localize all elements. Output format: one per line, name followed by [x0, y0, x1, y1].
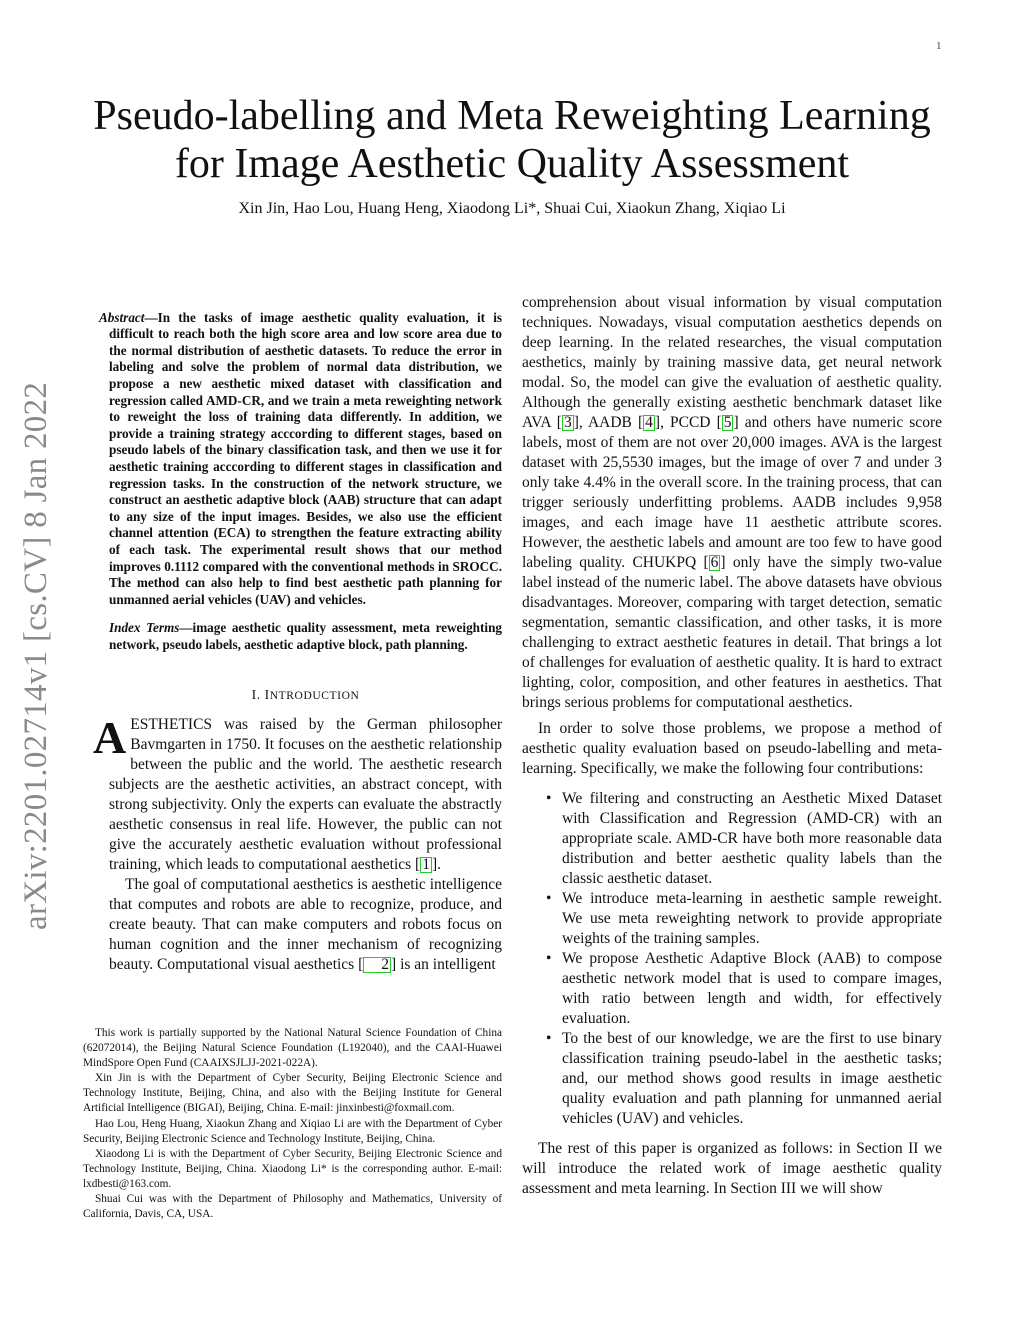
- right-column: [522, 293, 942, 1199]
- intro-paragraph-2: The goal of computational aesthetics is aesthetic intelligence that computes and robots are able to recognize, produce, and create beauty. That can make computers and robots focus on human cognition and the inner mechanism of recognizing beauty. Computational visual aesthetics [ 2 ] is an intelligent: [109, 876, 502, 974]
- intro-paragraph-3: In order to solve those problems, we propose a method of aesthetic quality evaluation based on pseudo-labelling and meta-learning. Specifically, we make the following four contributions:: [522, 720, 942, 777]
- citation-link-6[interactable]: 6: [710, 554, 719, 571]
- title-line-1: Pseudo-labelling and Meta Reweighting Learning: [93, 93, 931, 139]
- intro-paragraph-2-continued: comprehension about visual information by visual computation techniques. Nowadays, visual computation aesthetics depends on deep learning. In the related researches, the visual computation aesthetics, mainly by training massive data, get neural network modal. So, the model can give the evaluation of aesthetic quality. Although the generally existing aesthetic benchmark dataset like AVA [ 3 ], AADB [ 4 ], PCCD [ 5 ] and others have numeric score labels, most of them are not over 20,000 images. AVA is the largest dataset with 25,5530 images, but the image of over 7 and under 3 only take 4.4% in the overall score. In the training process, that can trigger seriously underfitting problems. AADB includes 9,958 images, and each image have 11 aesthetic attribute scores. However, the aesthetic labels and amount are too few to have good labeling quality. CHUKPQ [ 6 ] only have the simply two-value label instead of the numeric label. The above datasets have obvious disadvantages. Moreover, comparing with target detection, sematic segmentation, semantic classification, and other tasks, it is more challenging to extract aesthetic features in detail. That brings a lot of challenges for evaluation of aesthetic quality. It is hard to extract lighting, color, composition, and other features in aesthetics. That brings serious problems for computational aesthetics.: [522, 294, 942, 711]
- index-terms-label: Index Terms: [109, 620, 180, 636]
- section-heading-introduction: I. INTRODUCTION: [251, 687, 360, 703]
- contribution-item: • We introduce meta-learning in aesthetic sample reweight. We use meta reweighting network to provide appropriate weights of the training samples.: [522, 889, 942, 949]
- citation-link-1[interactable]: 1: [422, 856, 430, 874]
- intro-paragraph-4: The rest of this paper is organized as follows: in Section II we will introduce the related work of image aesthetic quality assessment and meta learning. In Section III we will show: [522, 1140, 942, 1197]
- footnote-author-affiliation: Shuai Cui was with the Department of Philosophy and Mathematics, University of California, Davis, CA, USA.: [83, 1193, 502, 1221]
- abstract-text: —In the tasks of image aesthetic quality evaluation, it is difficult to reach both the high score area and low score area due to the normal distribution of aesthetic datasets. To reduce the error in labeling and solve the problem of normal data distribution, we propose a new aesthetic mixed dataset with classification and regression called AMD-CR, and we train a meta reweighting network to reweight the loss of training data differently. In addition, we provide a training strategy acccording to different stages, based on pseudo labels of the binary classification task, and then we use it for aesthetic training acccording to different stages in classification and regression tasks. In the construction of the network structure, we construct an aesthetic adaptive block (AAB) structure that can adapt to any size of the input images. Besides, we also use the efficient channel attention (ECA) to strengthen the feature extracting ability of each task. The experimental result shows that our method improves 0.1112 compared with the conventional methods in SROCC. The method can also help to find best aesthetic path planning for unmanned aerial vehicles (UAV) and vehicles.: [109, 309, 502, 607]
- footnote-author-affiliation: Hao Lou, Heng Huang, Xiaokun Zhang and Xiqiao Li are with the Department of Cyber Security, Beijing Electronic Science and Technology Institute, Beijing, China.: [83, 1117, 502, 1145]
- citation-link-5[interactable]: 5: [723, 414, 732, 431]
- intro-paragraph-1: AESTHETICS was raised by the German philosopher Bavmgarten in 1750. It focuses on the aesthetic relationship between the public and the world. The aesthetic research subjects are the aesthetic activities, an abstract concept, with strong subjectivity. Only the experts can evaluate the abstractly aesthetic consensus in real life. However, the public can not give the accurately aesthetic evaluation without professional training, which leads to computational aesthetics [ 1 ].: [93, 712, 502, 874]
- footnotes: [83, 1026, 502, 1222]
- footnote-funding: This work is partially supported by the National Natural Science Foundation of China (62072014), the Beijing Natural Science Foundation (L192040), and the CAAI-Huawei MindSpore Open Fund (CAAIXSJLJJ-2021-022A).: [83, 1027, 502, 1070]
- drop-cap: A: [93, 712, 127, 764]
- footnote-corresponding-author: Xiaodong Li is with the Department of Cyber Security, Beijing Electronic Science and Technology Institute, Beijing, China. Xiaodong Li* is the corresponding author. E-mail: lxdbesti@163.com.: [83, 1147, 502, 1190]
- arxiv-identifier-stamp: arXiv:2201.02714v1 [cs.CV] 8 Jan 2022: [18, 381, 54, 930]
- title-line-2: for Image Aesthetic Quality Assessment: [174, 141, 850, 187]
- left-column: [93, 293, 502, 975]
- author-list: Xin Jin, Hao Lou, Huang Heng, Xiaodong Li*, Shuai Cui, Xiaokun Zhang, Xiqiao Li: [238, 200, 786, 217]
- contribution-item: • We propose Aesthetic Adaptive Block (AAB) to compose aesthetic network model that is used to compare images, with ratio between length and width, for effectively evaluation.: [522, 949, 942, 1029]
- contribution-item: • To the best of our knowledge, we are the first to use binary classification training pseudo-label in the aesthetic tasks; and, our method shows good results in image aesthetic quality evaluation and path planning for unmanned aerial vehicles (UAV) and vehicles.: [522, 1029, 942, 1129]
- footnote-author-affiliation: Xin Jin is with the Department of Cyber Security, Beijing Electronic Science and Technology Institute, Beijing, China, and also with the Beijing Institute for General Artificial Intelligence (BIGAI), Beijing, China. E-mail: jinxinbesti@foxmail.com.: [83, 1072, 502, 1115]
- page-number: 1: [936, 40, 942, 52]
- abstract-label: Abstract: [99, 309, 145, 325]
- abstract: [99, 293, 502, 608]
- index-terms: [109, 620, 502, 653]
- citation-link-3[interactable]: 3: [563, 414, 572, 431]
- citation-link-2[interactable]: 2: [363, 957, 391, 973]
- paper-title: [60, 92, 964, 188]
- contribution-item: • We filtering and constructing an Aesthetic Mixed Dataset with Classification and Regression (AMD-CR) with an appropriate scale. AMD-CR have both more reasonable data distribution and better aesthetic quality labels than the classic aesthetic dataset.: [522, 789, 942, 889]
- citation-link-4[interactable]: 4: [645, 414, 653, 431]
- contributions-list: [522, 789, 942, 1129]
- index-terms-text: —image aesthetic quality assessment, meta reweighting network, pseudo labels, aesthetic adaptive block, path planning.: [109, 620, 502, 652]
